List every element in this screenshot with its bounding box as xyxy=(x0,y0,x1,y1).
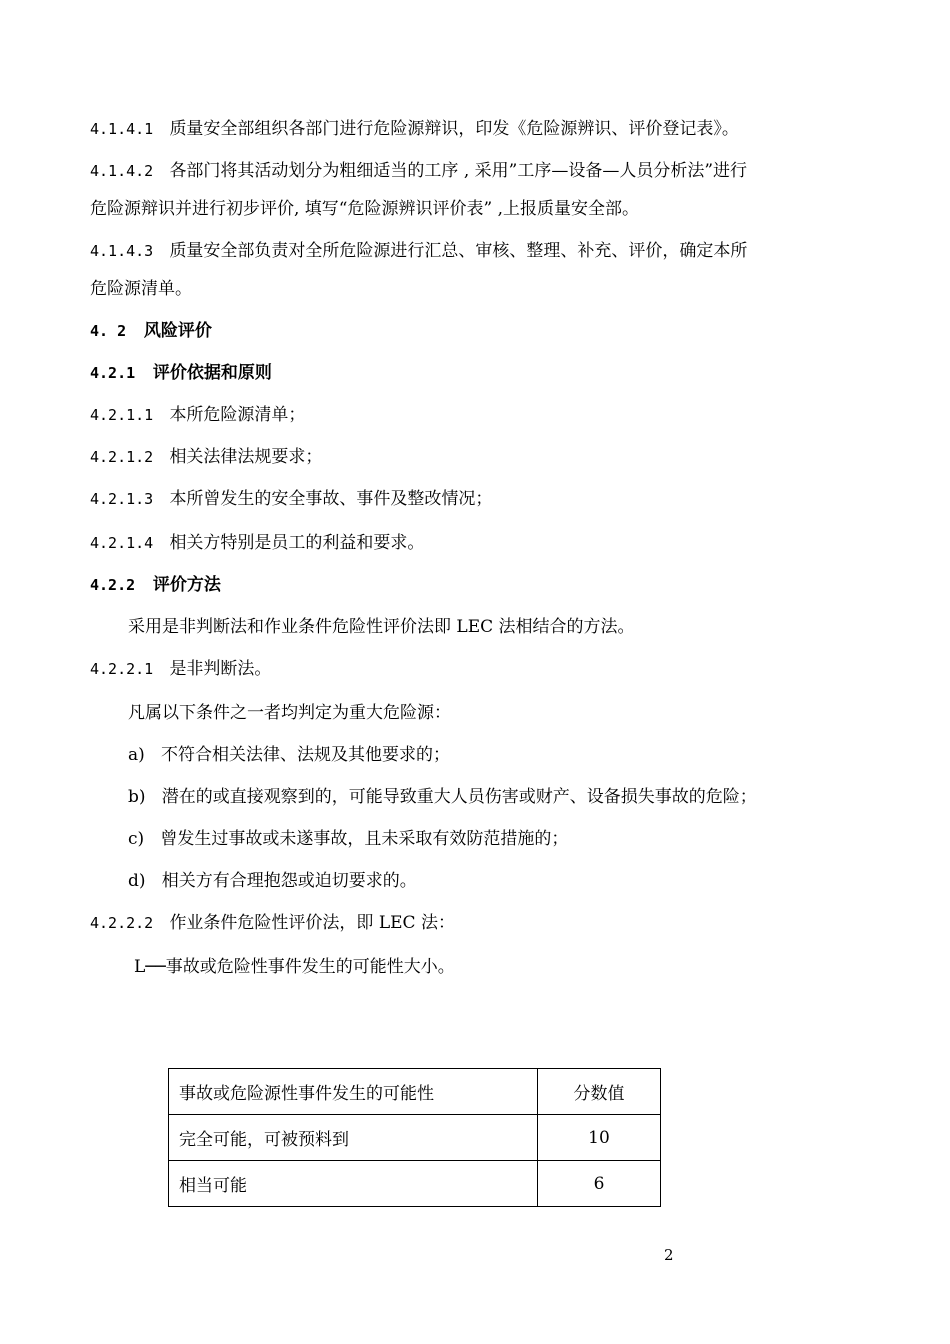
clause-4-1-4-3-cont: 危险源清单。 xyxy=(90,279,192,299)
table-cell: 6 xyxy=(538,1161,661,1207)
list-item-a: a) 不符合相关法律、法规及其他要求的； xyxy=(128,745,450,765)
clause-4-1-4-1: 4.1.4.1 质量安全部组织各部门进行危险源辩识，印发《危险源辨识、评价登记表》。 xyxy=(90,119,739,139)
clause-4-2-1-4: 4.2.1.4 相关方特别是员工的利益和要求。 xyxy=(90,533,425,553)
list-item-c: c) 曾发生过事故或未遂事故，且未采取有效防范措施的； xyxy=(128,829,569,849)
table-header-cell: 分数值 xyxy=(538,1069,661,1115)
likelihood-score-table xyxy=(168,1068,661,1207)
table-row xyxy=(169,1115,661,1161)
method-description: 采用是非判断法和作业条件危险性评价法即 LEC 法相结合的方法。 xyxy=(128,617,635,637)
clause-4-1-4-3: 4.1.4.3 质量安全部负责对全所危险源进行汇总、审核、整理、补充、评价，确定本所 xyxy=(90,241,748,261)
section-4-2-2-heading: 4.2.2 评价方法 xyxy=(90,575,221,595)
clause-4-1-4-2: 4.1.4.2 各部门将其活动划分为粗细适当的工序 , 采用”工序—设备—人员分析法”进行 xyxy=(90,161,748,181)
lec-l-definition: L──事故或危险性事件发生的可能性大小。 xyxy=(134,957,455,977)
clause-4-2-2-2: 4.2.2.2 作业条件危险性评价法，即 LEC 法： xyxy=(90,913,455,933)
section-4-2-heading: 4. 2 风险评价 xyxy=(90,321,212,341)
criteria-intro: 凡属以下条件之一者均判定为重大危险源： xyxy=(128,703,451,723)
table-header-row xyxy=(169,1069,661,1115)
list-item-d: d) 相关方有合理抱怨或迫切要求的。 xyxy=(128,871,417,891)
table-cell: 10 xyxy=(538,1115,661,1161)
list-item-b: b) 潜在的或直接观察到的，可能导致重大人员伤害或财产、设备损失事故的危险； xyxy=(128,787,757,807)
table-row xyxy=(169,1161,661,1207)
page-number: 2 xyxy=(664,1246,674,1264)
table-header-cell: 事故或危险源性事件发生的可能性 xyxy=(169,1069,538,1115)
clause-4-2-1-2: 4.2.1.2 相关法律法规要求； xyxy=(90,447,323,467)
section-4-2-1-heading: 4.2.1 评价依据和原则 xyxy=(90,363,272,383)
table-cell: 相当可能 xyxy=(169,1161,538,1207)
clause-4-2-1-1: 4.2.1.1 本所危险源清单； xyxy=(90,405,306,425)
clause-4-2-2-1: 4.2.2.1 是非判断法。 xyxy=(90,659,272,679)
clause-4-1-4-2-cont: 危险源辩识并进行初步评价, 填写“危险源辨识评价表” ,上报质量安全部。 xyxy=(90,199,639,219)
clause-4-2-1-3: 4.2.1.3 本所曾发生的安全事故、事件及整改情况； xyxy=(90,489,493,509)
table-cell: 完全可能，可被预料到 xyxy=(169,1115,538,1161)
